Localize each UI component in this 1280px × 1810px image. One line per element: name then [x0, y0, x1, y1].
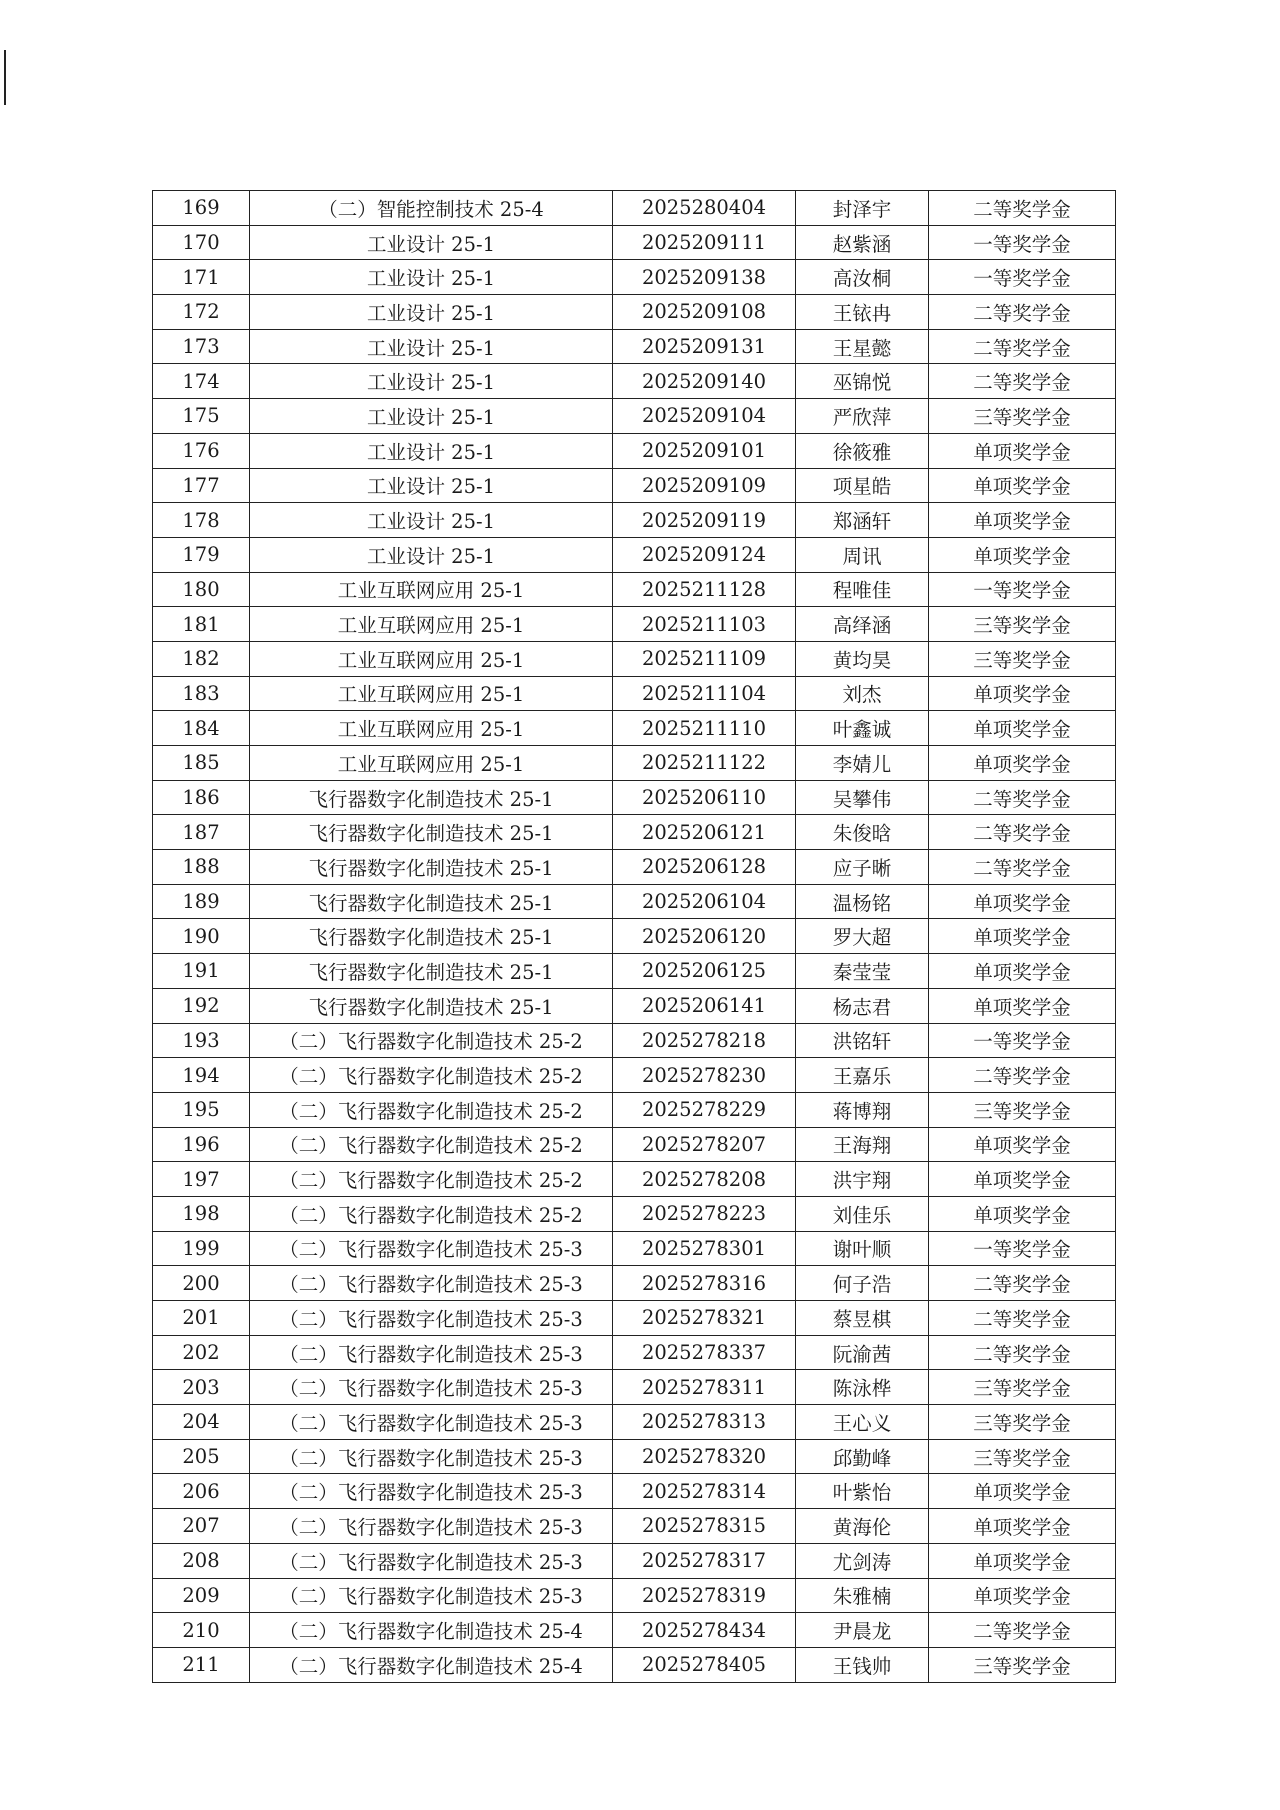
row-number-cell: 192	[153, 988, 250, 1023]
class-name-cell: （二）飞行器数字化制造技术 25-2	[250, 1092, 613, 1127]
award-type-cell: 一等奖学金	[929, 260, 1116, 295]
award-type-cell: 二等奖学金	[929, 329, 1116, 364]
class-name-cell: 飞行器数字化制造技术 25-1	[250, 780, 613, 815]
student-id-cell: 2025278316	[613, 1266, 796, 1301]
row-number-cell: 195	[153, 1092, 250, 1127]
student-name-cell: 严欣萍	[796, 399, 929, 434]
row-number-cell: 172	[153, 295, 250, 330]
award-type-cell: 一等奖学金	[929, 1231, 1116, 1266]
award-type-cell: 二等奖学金	[929, 815, 1116, 850]
student-name-cell: 应子晰	[796, 850, 929, 885]
student-id-cell: 2025209104	[613, 399, 796, 434]
row-number-cell: 187	[153, 815, 250, 850]
table-row	[153, 641, 1116, 676]
class-name-cell: 工业设计 25-1	[250, 295, 613, 330]
class-name-cell: 工业设计 25-1	[250, 260, 613, 295]
student-name-cell: 朱雅楠	[796, 1578, 929, 1613]
student-name-cell: 王铱冉	[796, 295, 929, 330]
student-name-cell: 封泽宇	[796, 191, 929, 226]
award-type-cell: 三等奖学金	[929, 641, 1116, 676]
award-type-cell: 单项奖学金	[929, 1578, 1116, 1613]
award-type-cell: 单项奖学金	[929, 954, 1116, 989]
award-type-cell: 单项奖学金	[929, 1127, 1116, 1162]
award-type-cell: 二等奖学金	[929, 1266, 1116, 1301]
table-row	[153, 1301, 1116, 1336]
row-number-cell: 176	[153, 433, 250, 468]
student-id-cell: 2025278317	[613, 1543, 796, 1578]
scan-edge-mark	[4, 50, 6, 105]
award-type-cell: 单项奖学金	[929, 746, 1116, 781]
student-name-cell: 杨志君	[796, 988, 929, 1023]
student-id-cell: 2025278337	[613, 1335, 796, 1370]
student-id-cell: 2025278230	[613, 1058, 796, 1093]
student-id-cell: 2025209140	[613, 364, 796, 399]
table-row	[153, 399, 1116, 434]
table-row	[153, 329, 1116, 364]
student-name-cell: 王嘉乐	[796, 1058, 929, 1093]
table-row	[153, 711, 1116, 746]
table-row	[153, 780, 1116, 815]
student-name-cell: 程唯佳	[796, 572, 929, 607]
award-type-cell: 单项奖学金	[929, 711, 1116, 746]
award-type-cell: 单项奖学金	[929, 1509, 1116, 1544]
award-type-cell: 一等奖学金	[929, 1023, 1116, 1058]
row-number-cell: 177	[153, 468, 250, 503]
row-number-cell: 183	[153, 676, 250, 711]
table-row	[153, 1231, 1116, 1266]
row-number-cell: 200	[153, 1266, 250, 1301]
student-name-cell: 王星懿	[796, 329, 929, 364]
table-row	[153, 850, 1116, 885]
student-name-cell: 秦莹莹	[796, 954, 929, 989]
class-name-cell: 工业设计 25-1	[250, 364, 613, 399]
student-id-cell: 2025278314	[613, 1474, 796, 1509]
student-id-cell: 2025209109	[613, 468, 796, 503]
row-number-cell: 201	[153, 1301, 250, 1336]
student-id-cell: 2025206110	[613, 780, 796, 815]
award-type-cell: 单项奖学金	[929, 433, 1116, 468]
row-number-cell: 210	[153, 1613, 250, 1648]
student-id-cell: 2025278434	[613, 1613, 796, 1648]
table-row	[153, 815, 1116, 850]
student-name-cell: 王海翔	[796, 1127, 929, 1162]
award-type-cell: 单项奖学金	[929, 468, 1116, 503]
row-number-cell: 206	[153, 1474, 250, 1509]
row-number-cell: 189	[153, 884, 250, 919]
table-row	[153, 607, 1116, 642]
award-type-cell: 三等奖学金	[929, 1092, 1116, 1127]
row-number-cell: 191	[153, 954, 250, 989]
student-name-cell: 巫锦悦	[796, 364, 929, 399]
award-type-cell: 二等奖学金	[929, 1058, 1116, 1093]
student-name-cell: 邱勤峰	[796, 1439, 929, 1474]
class-name-cell: （二）飞行器数字化制造技术 25-3	[250, 1543, 613, 1578]
row-number-cell: 181	[153, 607, 250, 642]
student-id-cell: 2025278319	[613, 1578, 796, 1613]
student-id-cell: 2025278223	[613, 1196, 796, 1231]
class-name-cell: 飞行器数字化制造技术 25-1	[250, 919, 613, 954]
student-id-cell: 2025206141	[613, 988, 796, 1023]
row-number-cell: 186	[153, 780, 250, 815]
table-row	[153, 1578, 1116, 1613]
row-number-cell: 193	[153, 1023, 250, 1058]
award-type-cell: 单项奖学金	[929, 1196, 1116, 1231]
award-type-cell: 二等奖学金	[929, 850, 1116, 885]
student-name-cell: 黄均昊	[796, 641, 929, 676]
award-type-cell: 一等奖学金	[929, 225, 1116, 260]
row-number-cell: 190	[153, 919, 250, 954]
award-type-cell: 二等奖学金	[929, 364, 1116, 399]
student-id-cell: 2025206125	[613, 954, 796, 989]
table-row	[153, 468, 1116, 503]
class-name-cell: 飞行器数字化制造技术 25-1	[250, 988, 613, 1023]
student-name-cell: 温杨铭	[796, 884, 929, 919]
award-type-cell: 二等奖学金	[929, 1301, 1116, 1336]
table-row	[153, 1647, 1116, 1682]
class-name-cell: （二）飞行器数字化制造技术 25-3	[250, 1578, 613, 1613]
row-number-cell: 199	[153, 1231, 250, 1266]
roster-body	[153, 191, 1116, 1683]
row-number-cell: 182	[153, 641, 250, 676]
table-row	[153, 191, 1116, 226]
student-id-cell: 2025278311	[613, 1370, 796, 1405]
student-id-cell: 2025278405	[613, 1647, 796, 1682]
student-id-cell: 2025278208	[613, 1162, 796, 1197]
award-type-cell: 单项奖学金	[929, 537, 1116, 572]
student-id-cell: 2025206128	[613, 850, 796, 885]
student-name-cell: 项星皓	[796, 468, 929, 503]
award-type-cell: 二等奖学金	[929, 780, 1116, 815]
award-type-cell: 三等奖学金	[929, 607, 1116, 642]
student-id-cell: 2025206121	[613, 815, 796, 850]
row-number-cell: 211	[153, 1647, 250, 1682]
class-name-cell: 飞行器数字化制造技术 25-1	[250, 954, 613, 989]
row-number-cell: 209	[153, 1578, 250, 1613]
student-name-cell: 徐筱雅	[796, 433, 929, 468]
row-number-cell: 202	[153, 1335, 250, 1370]
student-name-cell: 何子浩	[796, 1266, 929, 1301]
award-type-cell: 二等奖学金	[929, 191, 1116, 226]
student-name-cell: 蒋博翔	[796, 1092, 929, 1127]
student-id-cell: 2025211122	[613, 746, 796, 781]
class-name-cell: 工业设计 25-1	[250, 503, 613, 538]
class-name-cell: （二）飞行器数字化制造技术 25-3	[250, 1509, 613, 1544]
student-name-cell: 叶鑫诚	[796, 711, 929, 746]
table-row	[153, 572, 1116, 607]
class-name-cell: （二）飞行器数字化制造技术 25-3	[250, 1370, 613, 1405]
award-type-cell: 三等奖学金	[929, 1439, 1116, 1474]
student-id-cell: 2025211109	[613, 641, 796, 676]
class-name-cell: （二）飞行器数字化制造技术 25-3	[250, 1405, 613, 1440]
row-number-cell: 170	[153, 225, 250, 260]
student-name-cell: 高汝桐	[796, 260, 929, 295]
class-name-cell: 飞行器数字化制造技术 25-1	[250, 850, 613, 885]
table-row	[153, 1370, 1116, 1405]
class-name-cell: （二）飞行器数字化制造技术 25-3	[250, 1439, 613, 1474]
award-type-cell: 单项奖学金	[929, 988, 1116, 1023]
award-type-cell: 三等奖学金	[929, 1405, 1116, 1440]
table-row	[153, 1439, 1116, 1474]
award-type-cell: 单项奖学金	[929, 884, 1116, 919]
student-name-cell: 刘杰	[796, 676, 929, 711]
class-name-cell: 工业互联网应用 25-1	[250, 711, 613, 746]
row-number-cell: 180	[153, 572, 250, 607]
student-name-cell: 叶紫怡	[796, 1474, 929, 1509]
table-row	[153, 1162, 1116, 1197]
student-name-cell: 朱俊晗	[796, 815, 929, 850]
table-row	[153, 433, 1116, 468]
student-id-cell: 2025278207	[613, 1127, 796, 1162]
student-name-cell: 周讯	[796, 537, 929, 572]
row-number-cell: 196	[153, 1127, 250, 1162]
award-type-cell: 单项奖学金	[929, 1543, 1116, 1578]
table-row	[153, 1335, 1116, 1370]
row-number-cell: 184	[153, 711, 250, 746]
student-name-cell: 王钱帅	[796, 1647, 929, 1682]
class-name-cell: 工业设计 25-1	[250, 329, 613, 364]
student-name-cell: 谢叶顺	[796, 1231, 929, 1266]
table-row	[153, 1196, 1116, 1231]
student-name-cell: 高绎涵	[796, 607, 929, 642]
student-name-cell: 尤剑涛	[796, 1543, 929, 1578]
table-row	[153, 1092, 1116, 1127]
student-id-cell: 2025278315	[613, 1509, 796, 1544]
student-id-cell: 2025209108	[613, 295, 796, 330]
row-number-cell: 175	[153, 399, 250, 434]
class-name-cell: 飞行器数字化制造技术 25-1	[250, 815, 613, 850]
award-type-cell: 二等奖学金	[929, 295, 1116, 330]
student-id-cell: 2025209111	[613, 225, 796, 260]
student-id-cell: 2025211128	[613, 572, 796, 607]
student-name-cell: 罗大超	[796, 919, 929, 954]
student-name-cell: 陈泳桦	[796, 1370, 929, 1405]
class-name-cell: （二）飞行器数字化制造技术 25-2	[250, 1058, 613, 1093]
student-name-cell: 阮渝茜	[796, 1335, 929, 1370]
class-name-cell: 工业互联网应用 25-1	[250, 641, 613, 676]
student-id-cell: 2025211103	[613, 607, 796, 642]
student-name-cell: 王心义	[796, 1405, 929, 1440]
student-name-cell: 洪铭轩	[796, 1023, 929, 1058]
row-number-cell: 171	[153, 260, 250, 295]
class-name-cell: 工业互联网应用 25-1	[250, 572, 613, 607]
table-row	[153, 1509, 1116, 1544]
award-type-cell: 二等奖学金	[929, 1335, 1116, 1370]
class-name-cell: （二）飞行器数字化制造技术 25-3	[250, 1266, 613, 1301]
student-name-cell: 刘佳乐	[796, 1196, 929, 1231]
table-row	[153, 746, 1116, 781]
table-row	[153, 260, 1116, 295]
row-number-cell: 208	[153, 1543, 250, 1578]
row-number-cell: 174	[153, 364, 250, 399]
table-row	[153, 1405, 1116, 1440]
student-id-cell: 2025278321	[613, 1301, 796, 1336]
student-id-cell: 2025278301	[613, 1231, 796, 1266]
student-id-cell: 2025209131	[613, 329, 796, 364]
award-type-cell: 三等奖学金	[929, 1647, 1116, 1682]
student-id-cell: 2025211110	[613, 711, 796, 746]
student-name-cell: 赵紫涵	[796, 225, 929, 260]
class-name-cell: 工业设计 25-1	[250, 468, 613, 503]
award-type-cell: 单项奖学金	[929, 1474, 1116, 1509]
award-type-cell: 一等奖学金	[929, 572, 1116, 607]
class-name-cell: 飞行器数字化制造技术 25-1	[250, 884, 613, 919]
student-name-cell: 蔡昱棋	[796, 1301, 929, 1336]
row-number-cell: 203	[153, 1370, 250, 1405]
table-row	[153, 919, 1116, 954]
class-name-cell: （二）飞行器数字化制造技术 25-3	[250, 1335, 613, 1370]
table-row	[153, 537, 1116, 572]
row-number-cell: 188	[153, 850, 250, 885]
class-name-cell: 工业设计 25-1	[250, 433, 613, 468]
student-id-cell: 2025278313	[613, 1405, 796, 1440]
table-row	[153, 503, 1116, 538]
table-row	[153, 988, 1116, 1023]
class-name-cell: （二）飞行器数字化制造技术 25-4	[250, 1647, 613, 1682]
class-name-cell: （二）飞行器数字化制造技术 25-2	[250, 1127, 613, 1162]
student-id-cell: 2025209124	[613, 537, 796, 572]
class-name-cell: 工业互联网应用 25-1	[250, 746, 613, 781]
row-number-cell: 198	[153, 1196, 250, 1231]
class-name-cell: 工业设计 25-1	[250, 225, 613, 260]
class-name-cell: （二）飞行器数字化制造技术 25-2	[250, 1196, 613, 1231]
table-row	[153, 954, 1116, 989]
student-name-cell: 郑涵轩	[796, 503, 929, 538]
class-name-cell: （二）飞行器数字化制造技术 25-2	[250, 1023, 613, 1058]
table-row	[153, 364, 1116, 399]
class-name-cell: （二）智能控制技术 25-4	[250, 191, 613, 226]
award-type-cell: 单项奖学金	[929, 1162, 1116, 1197]
class-name-cell: （二）飞行器数字化制造技术 25-3	[250, 1301, 613, 1336]
award-type-cell: 单项奖学金	[929, 919, 1116, 954]
class-name-cell: 工业设计 25-1	[250, 399, 613, 434]
award-type-cell: 三等奖学金	[929, 399, 1116, 434]
row-number-cell: 185	[153, 746, 250, 781]
row-number-cell: 197	[153, 1162, 250, 1197]
table-row	[153, 225, 1116, 260]
student-id-cell: 2025209138	[613, 260, 796, 295]
table-row	[153, 1266, 1116, 1301]
table-row	[153, 1023, 1116, 1058]
class-name-cell: （二）飞行器数字化制造技术 25-3	[250, 1474, 613, 1509]
award-type-cell: 二等奖学金	[929, 1613, 1116, 1648]
student-id-cell: 2025206120	[613, 919, 796, 954]
row-number-cell: 207	[153, 1509, 250, 1544]
student-id-cell: 2025209119	[613, 503, 796, 538]
row-number-cell: 173	[153, 329, 250, 364]
class-name-cell: （二）飞行器数字化制造技术 25-2	[250, 1162, 613, 1197]
class-name-cell: （二）飞行器数字化制造技术 25-4	[250, 1613, 613, 1648]
award-type-cell: 单项奖学金	[929, 503, 1116, 538]
row-number-cell: 205	[153, 1439, 250, 1474]
student-name-cell: 李婧儿	[796, 746, 929, 781]
award-type-cell: 单项奖学金	[929, 676, 1116, 711]
student-id-cell: 2025278218	[613, 1023, 796, 1058]
table-row	[153, 1058, 1116, 1093]
table-row	[153, 295, 1116, 330]
row-number-cell: 194	[153, 1058, 250, 1093]
student-name-cell: 吴攀伟	[796, 780, 929, 815]
class-name-cell: 工业互联网应用 25-1	[250, 676, 613, 711]
table-row	[153, 676, 1116, 711]
student-name-cell: 洪宇翔	[796, 1162, 929, 1197]
student-id-cell: 2025209101	[613, 433, 796, 468]
class-name-cell: 工业互联网应用 25-1	[250, 607, 613, 642]
student-id-cell: 2025206104	[613, 884, 796, 919]
table-row	[153, 1613, 1116, 1648]
class-name-cell: 工业设计 25-1	[250, 537, 613, 572]
student-name-cell: 尹晨龙	[796, 1613, 929, 1648]
student-id-cell: 2025280404	[613, 191, 796, 226]
table-row	[153, 1543, 1116, 1578]
row-number-cell: 179	[153, 537, 250, 572]
scholarship-roster-table	[152, 190, 1116, 1683]
student-id-cell: 2025211104	[613, 676, 796, 711]
student-id-cell: 2025278229	[613, 1092, 796, 1127]
student-name-cell: 黄海伦	[796, 1509, 929, 1544]
row-number-cell: 178	[153, 503, 250, 538]
table-row	[153, 884, 1116, 919]
table-row	[153, 1474, 1116, 1509]
award-type-cell: 三等奖学金	[929, 1370, 1116, 1405]
class-name-cell: （二）飞行器数字化制造技术 25-3	[250, 1231, 613, 1266]
row-number-cell: 204	[153, 1405, 250, 1440]
row-number-cell: 169	[153, 191, 250, 226]
student-id-cell: 2025278320	[613, 1439, 796, 1474]
table-row	[153, 1127, 1116, 1162]
